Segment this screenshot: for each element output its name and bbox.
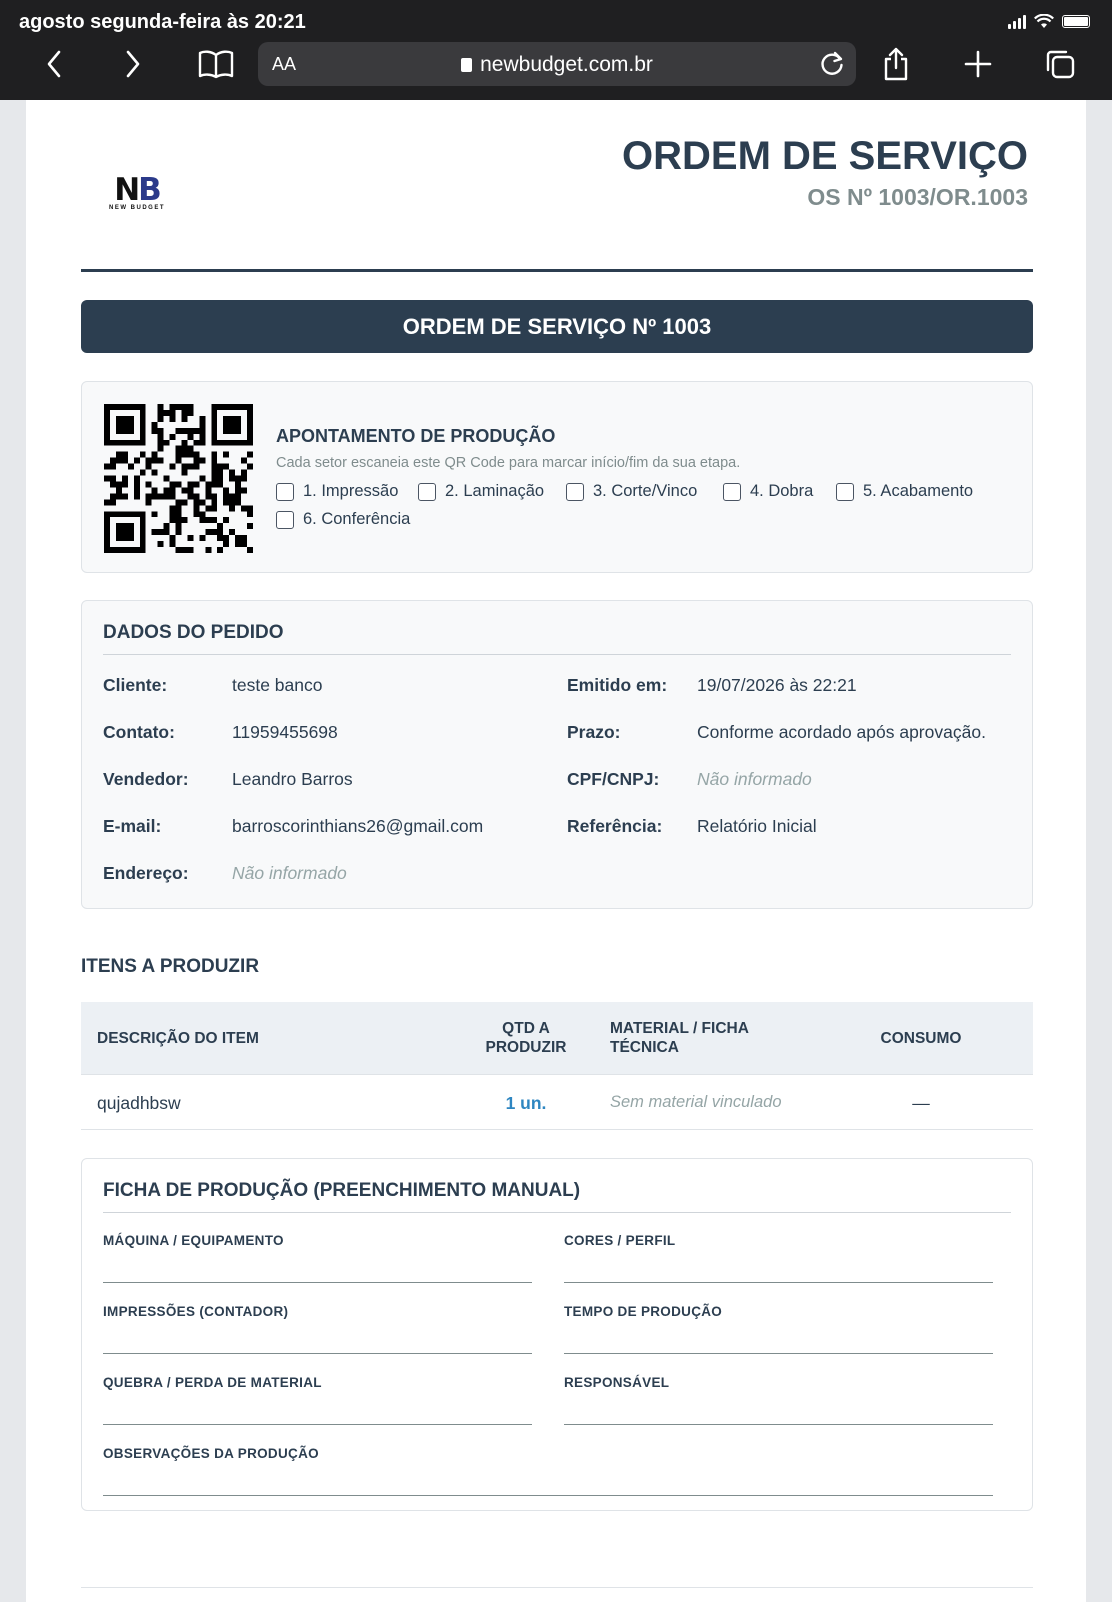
chevron-left-icon [46,50,62,78]
header-divider [81,269,1033,272]
address-value: Não informado [232,863,347,883]
order-data-card [81,600,1033,909]
new-tab-button[interactable] [958,44,998,84]
items-title: ITENS A PRODUZIR [81,956,260,977]
deadline-label: Prazo: [567,722,621,742]
cpf-cnpj-value: Não informado [697,769,812,789]
step-impressao-checkbox[interactable]: 1. Impressão [276,482,398,501]
colors-label: CORES / PERFIL [564,1233,676,1248]
step-corte-vinco-checkbox[interactable]: 3. Corte/Vinco [566,482,697,501]
footer-divider [81,1587,1033,1588]
production-title: APONTAMENTO DE PRODUÇÃO [276,426,556,446]
col-material: MATERIAL / FICHA TÉCNICA [610,1020,749,1056]
reference-value: Relatório Inicial [697,816,817,836]
bookmarks-button[interactable] [196,44,236,84]
machine-label: MÁQUINA / EQUIPAMENTO [103,1233,284,1248]
table-row [81,1075,1033,1130]
reload-icon [818,50,846,78]
contact-value: 11959455698 [232,722,338,742]
item-consumption: — [912,1093,930,1113]
order-data-title: DADOS DO PEDIDO [103,622,284,643]
responsible-label: RESPONSÁVEL [564,1375,670,1390]
notes-field[interactable] [103,1495,993,1496]
qr-code[interactable] [104,404,253,553]
service-order-document [26,100,1086,1602]
col-consumption: CONSUMO [880,1030,962,1047]
impressions-label: IMPRESSÕES (CONTADOR) [103,1304,289,1319]
items-table-header [81,1002,1033,1075]
forward-button[interactable] [113,44,153,84]
col-quantity: QTD A PRODUZIR [485,1020,567,1056]
tabs-icon [1044,48,1076,80]
production-description: Cada setor escaneia este QR Code para marcar início/fim da sua etapa. [276,455,741,471]
deadline-value: Conforme acordado após aprovação. [697,722,986,742]
col-description: DESCRIÇÃO DO ITEM [97,1030,259,1047]
signal-icon [1008,15,1026,29]
step-dobra-checkbox[interactable]: 4. Dobra [723,482,813,501]
step-laminacao-checkbox[interactable]: 2. Laminação [418,482,544,501]
production-tracking-card [81,381,1033,573]
production-sheet-title: FICHA DE PRODUÇÃO (PREENCHIMENTO MANUAL) [103,1180,581,1201]
battery-icon [1062,15,1090,28]
issued-label: Emitido em: [567,675,668,695]
order-number: OS Nº 1003/OR.1003 [807,184,1028,210]
email-value: barroscorinthians26@gmail.com [232,816,484,836]
chevron-right-icon [125,50,141,78]
production-time-label: TEMPO DE PRODUÇÃO [564,1304,723,1319]
new-budget-logo: NB NEW BUDGET [109,172,165,211]
address-bar[interactable] [258,42,856,86]
status-icons [1008,14,1090,29]
wifi-icon [1034,14,1054,29]
reload-button[interactable] [818,50,846,83]
book-icon [198,49,234,79]
material-loss-label: QUEBRA / PERDA DE MATERIAL [103,1375,322,1390]
seller-label: Vendedor: [103,769,189,789]
step-acabamento-checkbox[interactable]: 5. Acabamento [836,482,973,501]
production-time-field[interactable] [564,1353,993,1354]
url-field[interactable] [258,53,856,77]
client-label: Cliente: [103,675,168,695]
step-conferencia-checkbox[interactable]: 6. Conferência [276,510,410,529]
notes-label: OBSERVAÇÕES DA PRODUÇÃO [103,1446,319,1461]
plus-icon [964,50,992,78]
issued-value: 19/07/2026 às 22:21 [697,675,857,695]
contact-label: Contato: [103,722,175,742]
share-icon [881,47,911,81]
back-button[interactable] [34,44,74,84]
email-label: E-mail: [103,816,162,836]
tabs-overview-button[interactable] [1040,44,1080,84]
url-text: newbudget.com.br [480,53,653,76]
address-label: Endereço: [103,863,189,883]
status-time: agosto segunda-feira às 20:21 [19,11,306,33]
seller-value: Leandro Barros [232,769,353,789]
reference-label: Referência: [567,816,663,836]
share-button[interactable] [876,44,916,84]
colors-field[interactable] [564,1282,993,1283]
client-value: teste banco [232,675,323,695]
item-description: qujadhbsw [97,1093,181,1113]
reader-aa-button[interactable]: AA [272,54,297,74]
lock-icon [461,58,472,72]
page-title: ORDEM DE SERVIÇO [622,134,1028,178]
item-quantity: 1 un. [505,1093,547,1113]
browser-toolbar [0,0,1112,100]
production-sheet-card [81,1158,1033,1511]
material-loss-field[interactable] [103,1424,532,1425]
responsible-field[interactable] [564,1424,993,1425]
cpf-cnpj-label: CPF/CNPJ: [567,769,660,789]
item-material: Sem material vinculado [610,1093,782,1111]
order-banner: ORDEM DE SERVIÇO Nº 1003 [81,300,1033,353]
machine-field[interactable] [103,1282,532,1283]
impressions-field[interactable] [103,1353,532,1354]
